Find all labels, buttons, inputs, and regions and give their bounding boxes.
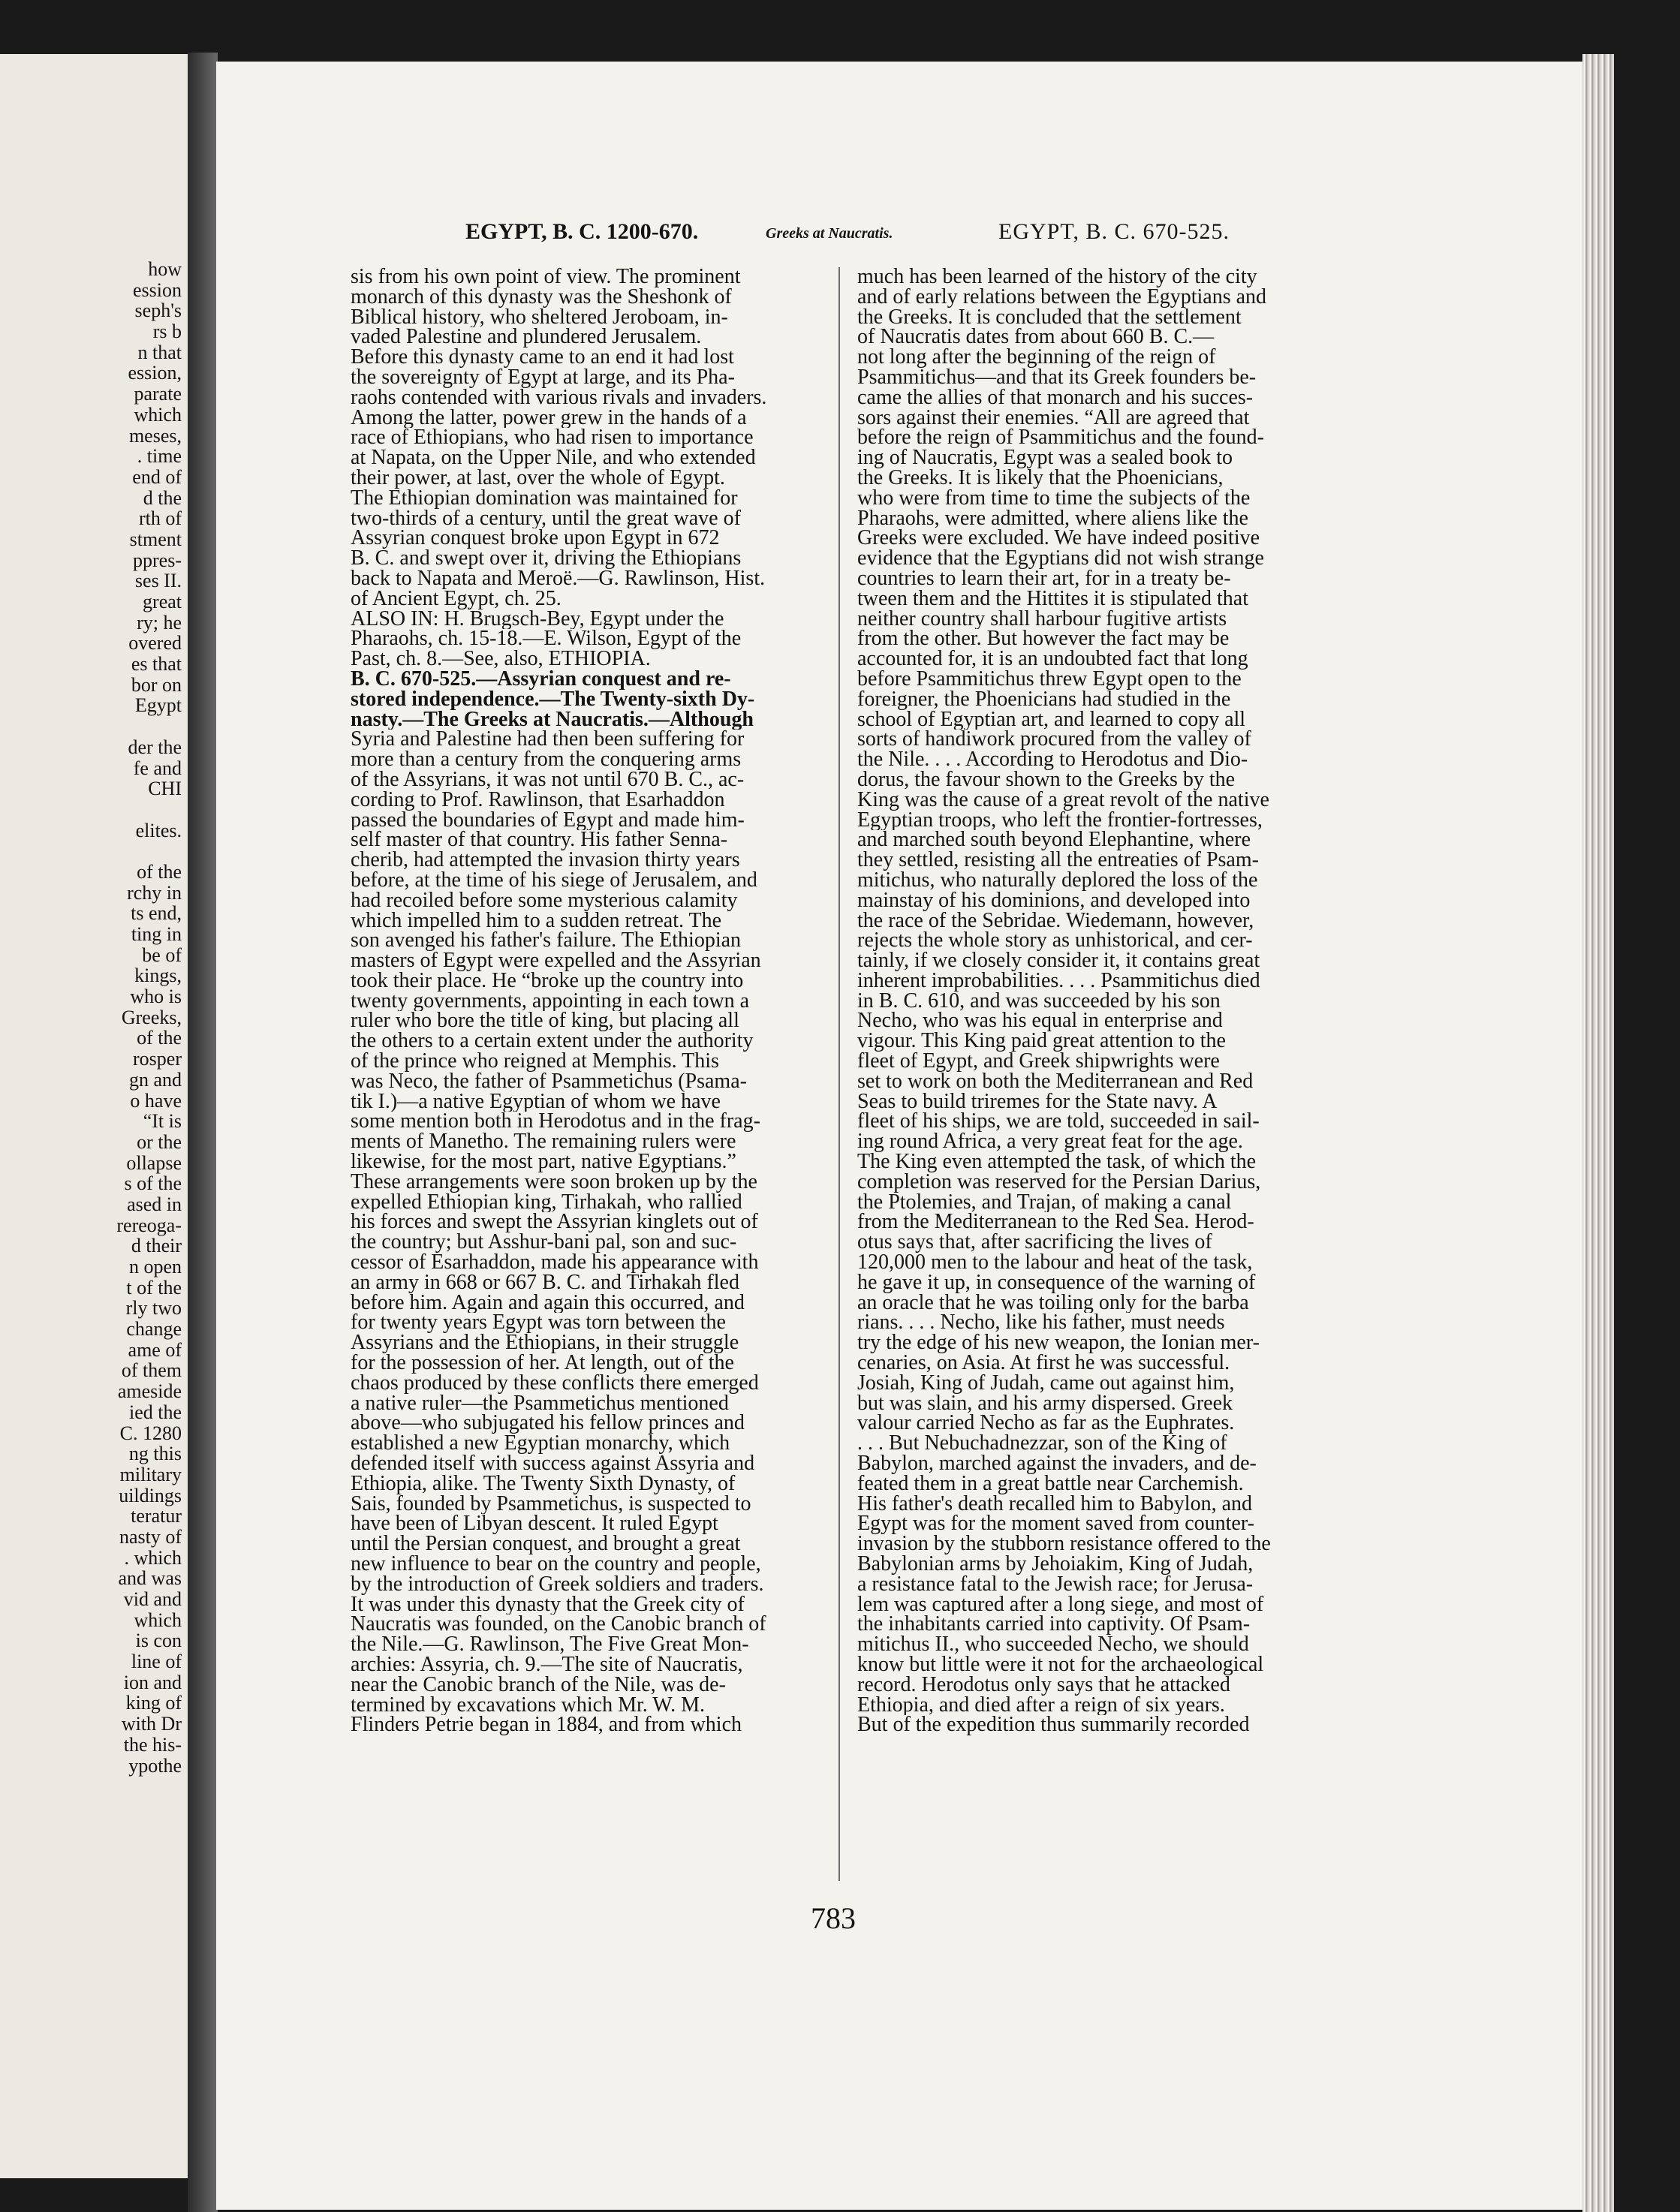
text-line: feated them in a great battle near Carchemish. [857,1473,1244,1494]
text-line: a resistance fatal to the Jewish race; for Jerusa- [857,1574,1254,1595]
text-line: CHI [148,778,182,800]
text-line: completion was reserved for the Persian Darius, [857,1172,1261,1193]
text-line: much has been learned of the history of the city [857,267,1257,287]
text-line: King was the cause of a great revolt of the native [857,790,1269,811]
text-line: 120,000 men to the labour and heat of the task, [857,1253,1253,1273]
text-line: king of [125,1692,182,1714]
text-line: chaos produced by these conflicts there emerged [351,1373,759,1394]
text-line: Syria and Palestine had then been suffering for [351,730,745,751]
text-line: Naucratis was founded, on the Canobic branch of [351,1615,766,1636]
text-line: B. C. and swept over it, driving the Ethiopians [351,549,742,569]
text-line: expelled Ethiopian king, Tirhakah, who rallied [351,1192,742,1213]
text-line: some mention both in Herodotus and in the frag- [351,1112,760,1133]
text-line: Greeks were excluded. We have indeed positive [857,528,1260,549]
column-rule [838,267,840,1881]
text-line: The Ethiopian domination was maintained for [351,488,738,509]
text-line: Ethiopia, and died after a reign of six years. [857,1695,1225,1716]
text-line: fleet of Egypt, and Greek shipwrights were [857,1052,1220,1072]
text-line: “It is [143,1110,182,1133]
text-line: ypothe [128,1754,182,1777]
text-line: Josiah, King of Judah, came out against him, [857,1373,1235,1394]
text-line: the Ptolemies, and Trajan, of making a canal [857,1192,1232,1213]
text-line: teratur [131,1505,182,1527]
text-line: accounted for, it is an undoubted fact that long [857,649,1248,670]
text-line: their power, at last, over the whole of Egypt. [351,468,725,489]
text-line: ppres- [133,549,182,571]
text-line: . which [124,1546,182,1569]
text-line: ing round Africa, a very great feat for the age. [857,1132,1243,1153]
text-line: be of [142,943,182,966]
text-line: of the Assyrians, it was not until 670 B. C., ac- [351,769,745,790]
text-line: uildings [119,1484,182,1506]
text-line: set to work on both the Mediterranean and Red [857,1071,1254,1092]
text-line: by the introduction of Greek soldiers and traders. [351,1574,764,1595]
text-line: school of Egyptian art, and learned to copy all [857,709,1246,730]
text-line: Egypt [134,694,182,717]
text-line: they settled, resisting all the entreaties of Psam- [857,850,1259,871]
text-line: Sais, founded by Psammetichus, is suspected to [351,1494,751,1515]
running-head-topic: Greeks at Naucratis. [766,225,893,242]
text-line: he gave it up, in consequence of the warning of [857,1272,1256,1293]
text-line: before the reign of Psammitichus and the found- [857,428,1264,449]
text-line: record. Herodotus only says that he attacked [857,1675,1230,1696]
text-line: cording to Prof. Rawlinson, that Esarhaddon [351,790,725,811]
text-line: before him. Again and again this occurred, and [351,1293,745,1314]
text-line: which [134,1609,182,1631]
text-line: Assyrian conquest broke upon Egypt in 672 [351,528,720,549]
text-line: at Napata, on the Upper Nile, and who extended [351,448,756,468]
text-line: dorus, the favour shown to the Greeks by the [857,769,1236,790]
text-line: more than a century from the conquering arms [351,750,742,770]
text-line: the Nile.—G. Rawlinson, The Five Great Mon- [351,1635,749,1655]
text-line: ameside [117,1380,182,1403]
text-line: tween them and the Hittites it is stipulated that [857,588,1249,609]
text-line: twenty governments, appointing in each town a [351,991,750,1012]
text-line: an army in 668 or 667 B. C. and Tirhakah fled [351,1272,739,1293]
text-line: evidence that the Egyptians did not wish strange [857,549,1264,569]
text-line: rth of [138,507,182,530]
text-line: an oracle that he was toiling only for the barba [857,1293,1249,1314]
text-line: Egypt was for the moment saved from counter- [857,1514,1254,1535]
text-line: overed [128,632,182,655]
text-line: Babylon, marched against the invaders, and de- [857,1454,1257,1474]
text-line: cherib, had attempted the invasion thirty years [351,850,740,871]
text-line: raohs contended with various rivals and invaders. [351,387,767,408]
text-line: invasion by the stubborn resistance offered to the [857,1534,1271,1554]
text-line: was Neco, the father of Psammetichus (Psama- [351,1071,747,1092]
text-line: of Ancient Egypt, ch. 25. [351,588,562,609]
text-line: rejects the whole story as unhistorical, and cer- [857,931,1253,952]
text-line: but was slain, and his army dispersed. Greek [857,1393,1233,1414]
text-line: of the prince who reigned at Memphis. This [351,1052,719,1072]
text-line: C. 1280 [119,1422,182,1444]
text-line: termined by excavations which Mr. W. M. [351,1695,706,1716]
text-line: archies: Assyria, ch. 9.—The site of Naucratis, [351,1654,743,1675]
text-line: fleet of his ships, we are told, succeeded in sail- [857,1112,1260,1133]
previous-page-text [116,259,182,1776]
previous-page-fragment [0,54,189,2178]
right-text-column [857,267,1319,1735]
text-line: how [148,258,182,280]
text-line: change [126,1318,182,1341]
text-line: rians. . . . Necho, like his father, must needs [857,1313,1225,1334]
text-line: have been of Libyan descent. It ruled Egypt [351,1514,718,1535]
text-line: and was [118,1567,182,1590]
text-line: ion and [123,1671,182,1693]
text-line: Among the latter, power grew in the hands of a [351,408,747,429]
text-line: above—who subjugated his fellow princes and [351,1413,745,1434]
text-line: the race of the Sebridae. Wiedemann, however, [857,910,1254,931]
text-line: of Naucratis dates from about 660 B. C.— [857,327,1215,348]
text-line: the sovereignty of Egypt at large, and its Pha- [351,367,735,388]
text-line: vaded Palestine and plundered Jerusalem. [351,327,702,348]
text-line: rs b [152,321,182,343]
text-line: Ethiopia, alike. The Twenty Sixth Dynasty, of [351,1473,736,1494]
text-line: countries to learn their art, for in a treaty be- [857,568,1231,589]
text-line: But of the expedition thus summarily recorded [857,1715,1250,1736]
text-line: the others to a certain extent under the authority [351,1031,754,1052]
text-line: ALSO IN: H. Brugsch-Bey, Egypt under the [351,609,724,630]
text-line: the his- [123,1733,182,1756]
text-line: self master of that country. His father Senna- [351,830,728,851]
text-line: Egyptian troops, who left the frontier-fortresses, [857,810,1263,831]
text-line: Flinders Petrie began in 1884, and from which [351,1715,742,1736]
text-line: Greeks, [121,1006,182,1028]
running-head-left: EGYPT, B. C. 1200-670. [465,219,699,244]
text-line: ts end, [131,902,182,925]
text-line: It was under this dynasty that the Greek city of [351,1594,745,1615]
text-line: line of [131,1651,182,1673]
text-line: from the Mediterranean to the Red Sea. Herod- [857,1212,1254,1233]
text-line: ased in [127,1193,182,1215]
text-line: of them [121,1359,182,1382]
text-line: from the other. But however the fact may be [857,629,1230,650]
text-line: ruler who bore the title of king, but placing all [351,1011,739,1032]
text-line: n open [128,1256,182,1278]
text-line: who is [130,986,182,1008]
text-line: fe and [133,757,182,779]
text-line: . . . But Nebuchadnezzar, son of the King of [857,1434,1227,1455]
text-line: meses, [128,424,182,447]
text-line [116,841,182,862]
text-line: Past, ch. 8.—See, also, ETHIOPIA. [351,649,651,670]
text-line: in B. C. 610, and was succeeded by his son [857,991,1221,1012]
text-line: These arrangements were soon broken up by the [351,1172,757,1193]
text-line: ments of Manetho. The remaining rulers were [351,1132,736,1153]
text-line: until the Persian conquest, and brought a great [351,1534,741,1554]
text-line: the Greeks. It is likely that the Phoenicians, [857,468,1224,489]
text-line: seph's [134,299,182,322]
text-line: great [143,591,182,612]
text-line: which [134,403,182,426]
text-line: defended itself with success against Assyria and [351,1454,755,1474]
text-line: and of early relations between the Egyptians and [857,287,1267,308]
text-line: rereoga- [116,1214,182,1236]
text-line: lem was captured after a long siege, and most of [857,1594,1264,1615]
text-line: before Psammitichus threw Egypt open to the [857,669,1242,690]
text-line: ollapse [126,1151,182,1174]
text-line: ng this [128,1443,182,1465]
text-line: or the [137,1130,182,1153]
text-line: sorts of handiwork procured from the valley of [857,730,1251,751]
text-line: s of the [124,1172,182,1195]
text-line: ied the [128,1401,182,1423]
text-line: B. C. 670-525.—Assyrian conquest and re- [351,669,731,690]
text-line: race of Ethiopians, who had risen to importance [351,428,754,449]
text-line: inherent improbabilities. . . . Psammitichus died [857,971,1260,992]
text-line: vid and [123,1588,182,1610]
text-line: His father's death recalled him to Babylon, and [857,1494,1252,1515]
text-line: ame of [128,1338,182,1361]
text-line: foreigner, the Phoenicians had studied in the [857,689,1231,710]
text-line: stment [129,528,182,550]
gutter-shadow [188,53,218,2212]
text-line: Babylonian arms by Jehoiakim, King of Judah, [857,1554,1254,1575]
text-line [116,716,182,737]
text-line: his forces and swept the Assyrian kinglets out of [351,1212,758,1233]
text-line: came the allies of that monarch and his succes- [857,387,1254,408]
text-line: ting in [131,923,182,945]
text-line: cessor of Esarhaddon, made his appearance with [351,1253,759,1273]
text-line: established a new Egyptian monarchy, which [351,1434,730,1455]
text-line: for the possession of her. At length, out of the [351,1353,734,1374]
text-line: valour carried Necho as far as the Euphrates. [857,1413,1235,1434]
text-line: o have [130,1089,182,1112]
text-line: military [119,1463,182,1485]
text-line: gn and [128,1068,182,1091]
text-line: es that [131,653,182,676]
running-head-right: EGYPT, B. C. 670-525. [998,219,1230,244]
text-line: the country; but Asshur-bani pal, son and suc- [351,1232,737,1253]
text-line: Necho, who was his equal in enterprise and [857,1011,1223,1032]
text-line: new influence to bear on the country and people, [351,1554,761,1575]
text-line: rly two [125,1297,182,1320]
text-line: the inhabitants carried into captivity. Of Psam- [857,1615,1251,1636]
text-line: d their [131,1235,182,1257]
text-line: elites. [135,819,182,841]
text-line: son avenged his father's failure. The Ethiopian [351,931,742,952]
text-line: with Dr [121,1713,182,1735]
text-line: likewise, for the most part, native Egyptians.” [351,1152,736,1172]
text-line: took their place. He “broke up the country into [351,971,744,992]
text-line: who were from time to time the subjects of the [857,488,1251,509]
text-line [116,799,182,820]
text-line: nasty.—The Greeks at Naucratis.—Although [351,709,754,730]
text-line: t of the [126,1276,182,1299]
text-line: nasty of [119,1525,182,1548]
page-number: 783 [811,1901,856,1935]
text-line: rchy in [127,881,182,904]
text-line: tik I.)—a native Egyptian of whom we have [351,1091,721,1112]
text-line: had recoiled before some mysterious calamity [351,890,738,911]
text-line: not long after the beginning of the reign of [857,348,1216,368]
text-line: before, at the time of his siege of Jerusalem, and [351,870,757,891]
text-line: for twenty years Egypt was torn between the [351,1313,726,1334]
text-line: the Nile. . . . According to Herodotus and Dio- [857,750,1248,770]
text-line: masters of Egypt were expelled and the Assyrian [351,951,761,971]
text-line: The King even attempted the task, of which the [857,1152,1257,1172]
text-line: tainly, if we closely consider it, it contains great [857,951,1260,971]
text-line: the Greeks. It is concluded that the settlement [857,307,1242,328]
text-line: of the [137,1027,182,1049]
text-line: know but little were it not for the archaeological [857,1654,1264,1675]
text-line: der the [128,736,182,758]
text-line: a native ruler—the Psammetichus mentioned [351,1393,729,1414]
text-line: Psammitichus—and that its Greek founders be- [857,367,1257,388]
text-line: sis from his own point of view. The prominent [351,267,741,287]
text-line: ession, [128,362,182,384]
text-line: otus says that, after sacrificing the lives of [857,1232,1212,1253]
text-line: bor on [131,673,182,696]
text-line: is con [135,1630,182,1652]
text-line: neither country shall harbour fugitive artists [857,609,1227,630]
text-line: sors against their enemies. “All are agreed that [857,408,1250,429]
text-line: . time [137,445,182,468]
page-edge [1582,54,1614,2212]
text-line: and marched south beyond Elephantine, where [857,830,1251,851]
text-line: monarch of this dynasty was the Sheshonk of [351,287,732,308]
text-line: kings, [134,965,182,987]
text-line: ession [133,278,182,301]
text-line: d the [143,486,182,509]
text-line: n that [137,341,182,363]
text-line: ing of Naucratis, Egypt was a sealed book to [857,448,1233,468]
text-line: mainstay of his dominions, and developed into [857,890,1251,911]
text-line: two-thirds of a century, until the great wave of [351,508,741,529]
text-line: Pharaohs, were admitted, where aliens like the [857,508,1248,529]
text-line: back to Napata and Meroë.—G. Rawlinson, Hist. [351,568,766,589]
text-line: cenaries, on Asia. At first he was successful. [857,1353,1230,1374]
text-line: which impelled him to a sudden retreat. The [351,910,722,931]
text-line: mitichus, who naturally deplored the loss of the [857,870,1258,891]
text-line: Pharaohs, ch. 15-18.—E. Wilson, Egypt of the [351,629,742,650]
text-line: near the Canobic branch of the Nile, was de- [351,1675,726,1696]
text-line: of the [137,860,182,883]
text-line: try the edge of his new weapon, the Ionian mer- [857,1333,1260,1354]
text-line: stored independence.—The Twenty-sixth Dy- [351,689,755,710]
text-line: parate [134,383,182,405]
text-line: Seas to build triremes for the State navy. A [857,1091,1218,1112]
text-line: ry; he [137,611,182,634]
text-line: Before this dynasty came to an end it had lost [351,348,734,368]
text-line: end of [132,465,182,488]
text-line: Assyrians and the Ethiopians, in their struggle [351,1333,739,1354]
text-line: mitichus II., who succeeded Necho, we should [857,1635,1249,1655]
text-line: Biblical history, who sheltered Jeroboam, in- [351,307,728,328]
text-line: rosper [133,1048,182,1070]
text-line: ses II. [134,570,182,592]
text-line: passed the boundaries of Egypt and made him- [351,810,745,831]
left-text-column [351,267,812,1735]
text-line: vigour. This King paid great attention to the [857,1031,1226,1052]
